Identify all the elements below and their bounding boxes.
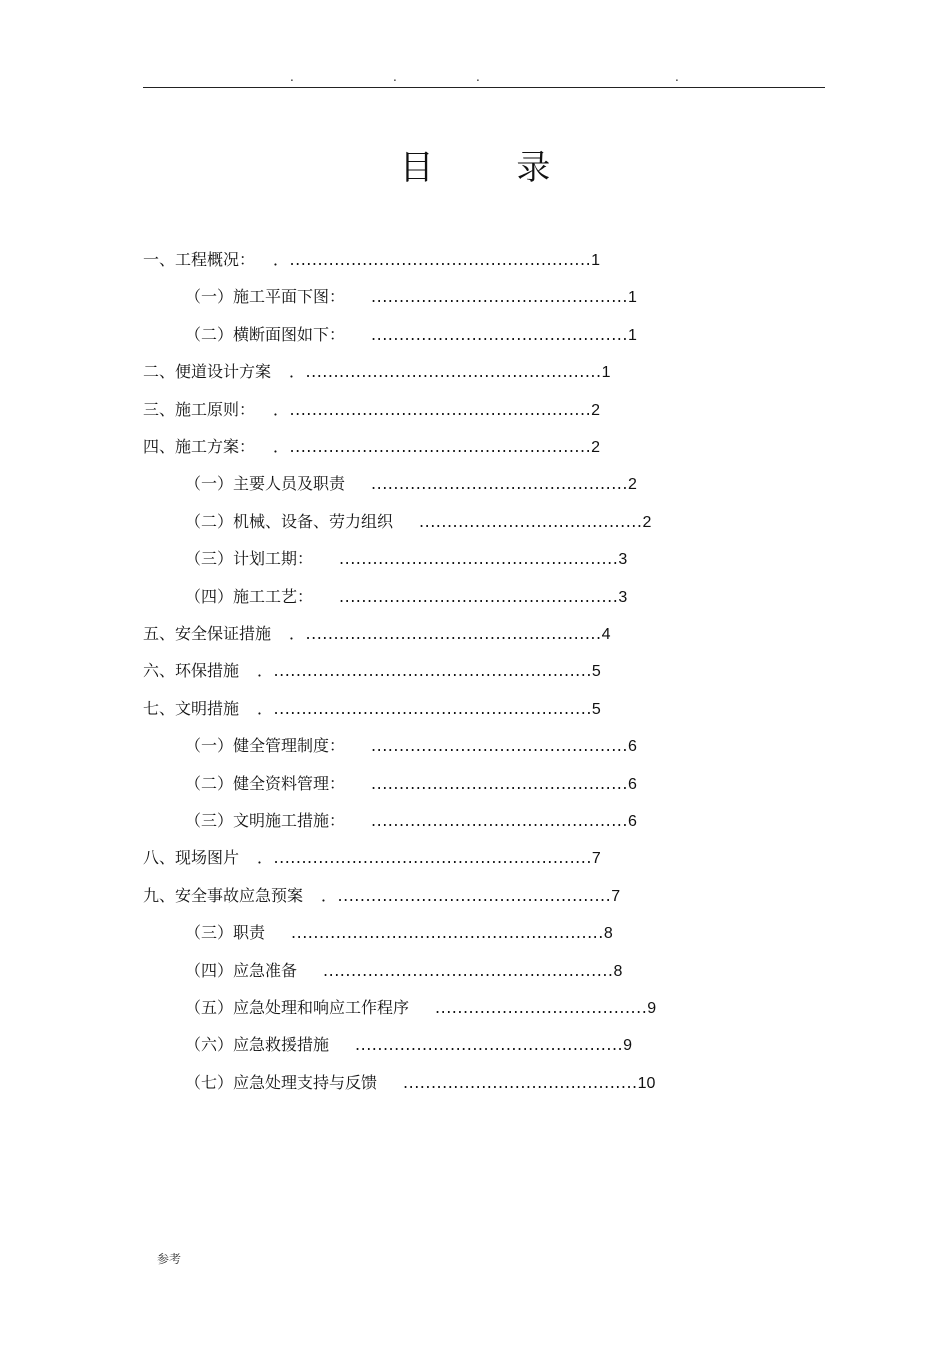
toc-page-number: 3	[618, 588, 628, 606]
toc-entry-label: 一、工程概况：	[143, 250, 256, 269]
toc-page-number: 8	[603, 925, 613, 943]
toc-dot-leader: ．......................................................	[273, 399, 592, 419]
toc-entry-label: （四）应急准备	[185, 960, 298, 980]
toc-entry[interactable]	[185, 772, 637, 796]
toc-entry-label: 四、施工方案：	[143, 437, 256, 456]
toc-dot-leader: ..................................................	[339, 586, 619, 606]
toc-entry[interactable]	[185, 510, 651, 534]
toc-entry[interactable]	[185, 472, 637, 496]
toc-page-number: 2	[591, 439, 601, 456]
toc-dot-leader: ..............................................	[371, 811, 628, 830]
header-mark: .	[290, 70, 294, 84]
toc-dot-leader: ．.........................................................	[257, 698, 592, 718]
toc-entry[interactable]	[185, 285, 637, 309]
toc-dot-leader: ..............................................	[371, 773, 628, 793]
toc-dot-leader: ..........................................	[403, 1072, 638, 1092]
toc-dot-leader: ....................................................	[323, 960, 614, 980]
toc-entry-label: （六）应急救援措施	[185, 1035, 330, 1055]
toc-dot-leader: ......................................	[435, 998, 648, 1017]
toc-page-number: 5	[591, 700, 601, 718]
toc-entry[interactable]	[143, 846, 601, 870]
toc-entry[interactable]	[185, 585, 627, 609]
page-title: 目 录	[399, 148, 587, 188]
toc-entry[interactable]	[185, 323, 637, 347]
toc-entry-label: （二）横断面图如下：	[185, 324, 346, 344]
toc-entry-label: （二）机械、设备、劳力组织	[185, 511, 394, 531]
toc-page-number: 7	[611, 887, 621, 905]
toc-entry[interactable]	[143, 659, 601, 683]
toc-entry[interactable]	[185, 996, 656, 1020]
toc-page-number: 1	[627, 326, 637, 344]
toc-page-number: 7	[591, 850, 601, 868]
toc-page-number: 8	[613, 962, 623, 980]
toc-entry-label: （三）计划工期：	[185, 549, 314, 569]
toc-entry[interactable]	[143, 697, 601, 721]
toc-page-number: 2	[642, 513, 652, 531]
toc-entry-label: （七）应急处理支持与反馈	[185, 1072, 378, 1092]
toc-entry-label: 六、环保措施	[143, 661, 240, 681]
toc-entry-label: 九、安全事故应急预案	[143, 885, 304, 905]
toc-entry-label: 八、现场图片	[143, 848, 240, 868]
toc-dot-leader: ..............................................	[371, 736, 628, 756]
toc-page-number: 6	[627, 738, 637, 756]
toc-page-number: 2	[591, 401, 601, 419]
toc-page-number: 1	[591, 252, 601, 269]
toc-page-number: 2	[627, 476, 637, 494]
toc-dot-leader: ..............................................	[371, 474, 628, 494]
toc-dot-leader: ..................................................	[339, 549, 619, 569]
toc-entry-label: （三）文明施工措施：	[185, 811, 346, 830]
header-mark: .	[393, 70, 397, 84]
toc-dot-leader: ．......................................................	[273, 250, 592, 269]
toc-entry-label: （一）施工平面下图：	[185, 287, 346, 307]
header-mark: .	[675, 70, 679, 84]
toc-dot-leader: ..............................................	[371, 324, 628, 344]
toc-dot-leader: ................................................	[355, 1035, 624, 1055]
toc-entry-label: （三）职责	[185, 923, 266, 943]
toc-entry[interactable]	[185, 734, 637, 758]
toc-dot-leader: ..............................................	[371, 287, 628, 307]
toc-entry-label: 五、安全保证措施	[143, 624, 272, 643]
toc-dot-leader: ．.....................................................	[289, 362, 602, 382]
toc-dot-leader: ．.................................................	[321, 885, 612, 905]
toc-entry-label: 七、文明措施	[143, 698, 240, 718]
toc-page-number: 9	[623, 1037, 633, 1055]
toc-entry[interactable]	[143, 248, 600, 272]
toc-entry[interactable]	[143, 435, 600, 459]
toc-dot-leader: ．......................................................	[273, 437, 592, 456]
toc-entry[interactable]	[185, 1033, 632, 1057]
toc-entry-label: （二）健全资料管理：	[185, 773, 346, 793]
toc-page-number: 3	[618, 551, 628, 569]
header-mark: .	[476, 70, 480, 84]
toc-entry[interactable]	[185, 809, 637, 833]
toc-entry[interactable]	[185, 1071, 655, 1095]
toc-page-number: 5	[591, 663, 601, 681]
toc-dot-leader: ．.........................................................	[257, 661, 592, 681]
toc-entry-label: （四）施工工艺：	[185, 586, 314, 606]
toc-page-number: 6	[627, 813, 637, 830]
toc-entry[interactable]	[143, 360, 610, 384]
header-rule	[143, 87, 825, 88]
toc-dot-leader: ........................................	[419, 511, 643, 531]
toc-page-number: 4	[601, 626, 611, 643]
toc-entry[interactable]	[185, 921, 613, 945]
toc-page-number: 1	[601, 364, 611, 382]
toc-entry[interactable]	[185, 959, 622, 983]
page-footer: 参考	[157, 1252, 182, 1266]
toc-dot-leader: ．.....................................................	[289, 624, 602, 643]
toc-page-number: 1	[627, 289, 637, 307]
toc-entry-label: （一）健全管理制度：	[185, 736, 346, 756]
toc-entry-label: 三、施工原则：	[143, 399, 256, 419]
toc-dot-leader: ．.........................................................	[257, 848, 592, 868]
toc-entry[interactable]	[143, 622, 610, 646]
toc-page-number: 10	[637, 1074, 656, 1092]
toc-entry-label: 二、便道设计方案	[143, 362, 272, 382]
toc-page-number: 6	[627, 775, 637, 793]
toc-entry-label: （五）应急处理和响应工作程序	[185, 998, 410, 1017]
toc-entry-label: （一）主要人员及职责	[185, 474, 346, 494]
toc-entry[interactable]	[143, 398, 600, 422]
toc-entry[interactable]	[143, 884, 620, 908]
toc-page-number: 9	[647, 1000, 657, 1017]
toc-entry[interactable]	[185, 547, 627, 571]
toc-dot-leader: ........................................................	[291, 923, 604, 943]
